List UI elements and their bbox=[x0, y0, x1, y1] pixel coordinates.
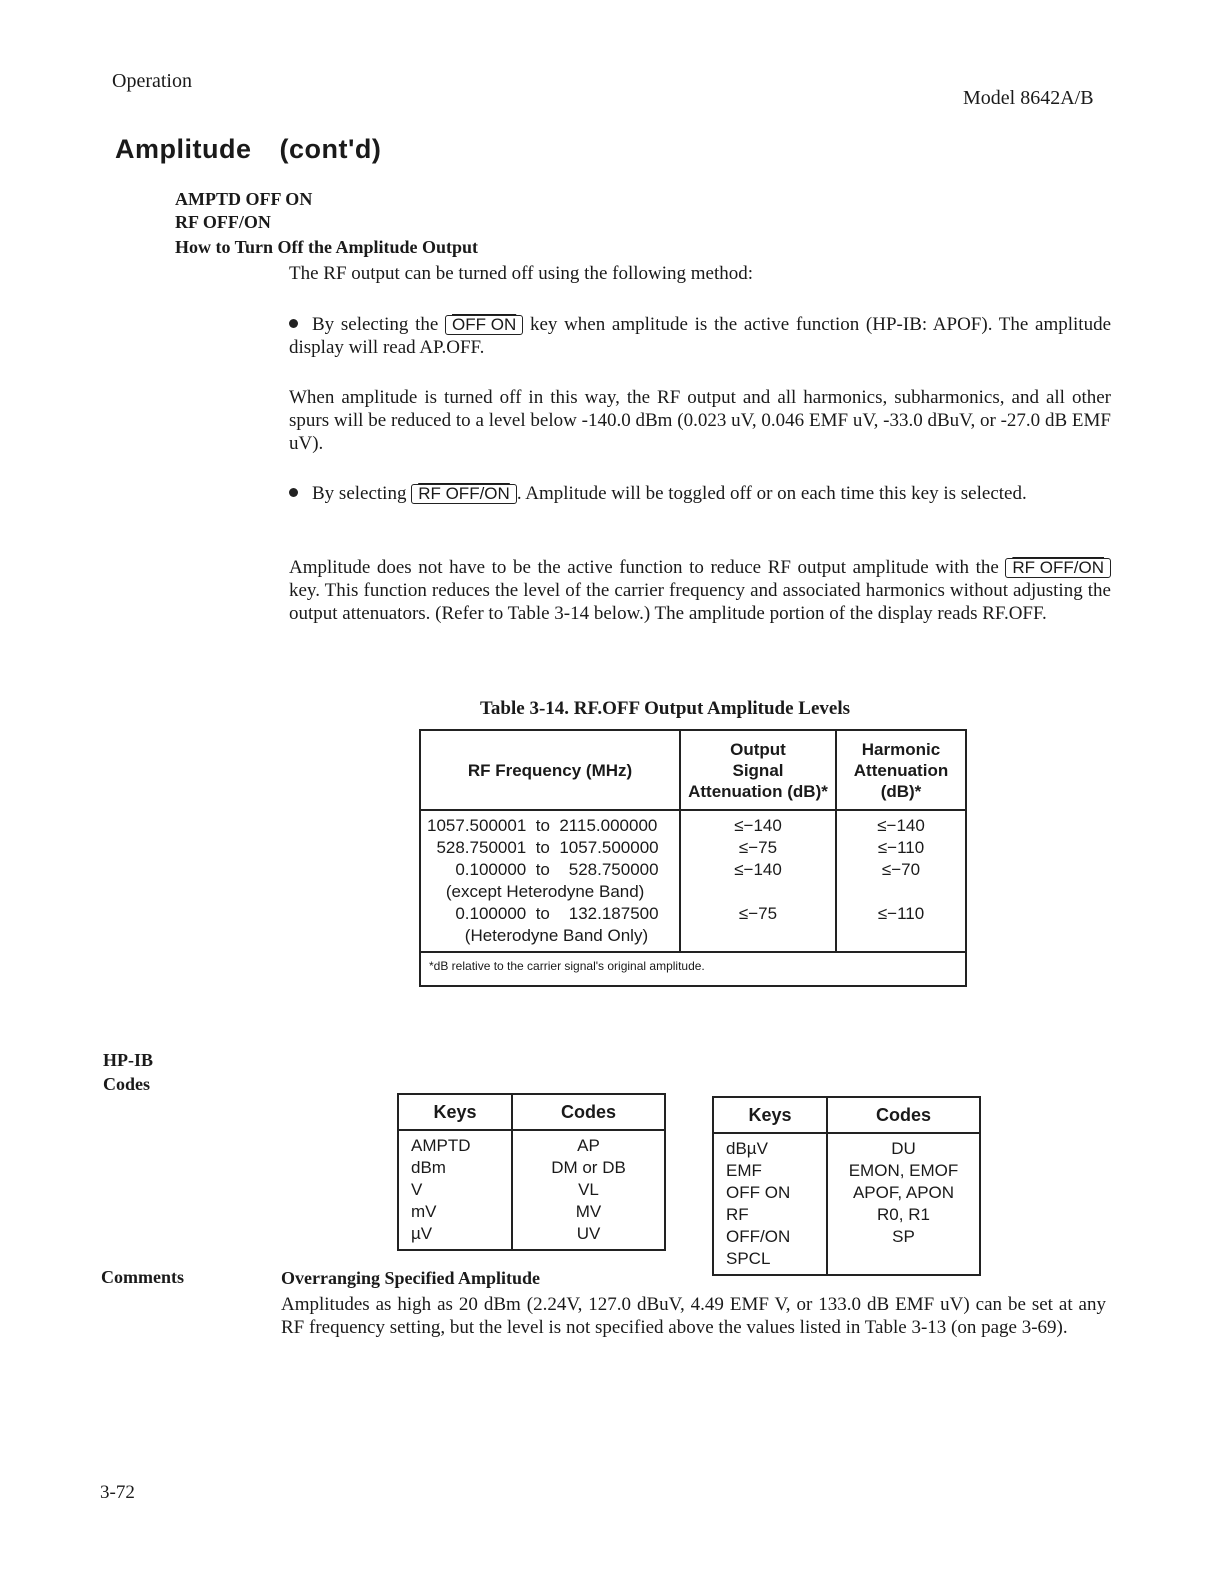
rf-off-paragraph-pre: Amplitude does not have to be the active function to reduce RF output amplitude with the bbox=[289, 557, 999, 578]
list-item: DU bbox=[891, 1139, 916, 1158]
list-item: OFF ON bbox=[726, 1183, 791, 1202]
list-item: dBµV bbox=[726, 1139, 768, 1158]
bullet-rf-off-on bbox=[289, 482, 1111, 505]
subhead-rf-off-on: RF OFF/ON bbox=[175, 212, 271, 232]
subhead-amptd-off-on: AMPTD OFF ON bbox=[175, 189, 313, 209]
rf-off-on-keycap: RF OFF/ON bbox=[411, 484, 517, 504]
table-row: 0.100000 to 528.750000 bbox=[427, 860, 659, 879]
header-line: (dB)* bbox=[880, 781, 922, 801]
table-row: ≤−70 bbox=[881, 860, 921, 879]
list-item: dBm bbox=[411, 1158, 446, 1177]
keys-cell bbox=[713, 1133, 827, 1275]
col-header-keys: Keys bbox=[713, 1097, 827, 1133]
bullet-icon bbox=[289, 319, 298, 328]
comments-label: Comments bbox=[101, 1267, 184, 1287]
signal-attenuation-cell bbox=[680, 810, 836, 952]
table-3-14 bbox=[419, 729, 967, 987]
hpib-label: HP-IB bbox=[103, 1050, 154, 1070]
list-item: R0, R1 bbox=[877, 1205, 930, 1224]
table-row: ≤−75 bbox=[738, 904, 778, 923]
bullet-rf-off-on-post: . Amplitude will be toggled off or on each time this key is selected. bbox=[516, 483, 1027, 504]
header-line: Output bbox=[730, 739, 786, 759]
comments-text: Amplitudes as high as 20 dBm (2.24V, 127.0 dBuV, 4.49 EMF V, or 133.0 dB EMF uV) can be set at any RF frequency setting, but the level is not specified above the values listed in Table 3-13 (on page 3-69). bbox=[281, 1294, 1106, 1338]
list-item: mV bbox=[411, 1202, 437, 1221]
table-row: ≤−140 bbox=[877, 816, 925, 835]
table-row: 1057.500001 to 2115.000000 bbox=[427, 816, 658, 835]
codes-label: Codes bbox=[103, 1074, 151, 1094]
table-row: ≤−110 bbox=[877, 838, 925, 857]
spurs-paragraph: When amplitude is turned off in this way, the RF output and all harmonics, subharmonics, and all other spurs will be reduced to a level below -140.0 dBm (0.023 uV, 0.046 EMF uV, -33.0 dBuV, or -27.0 dB EMF uV). bbox=[289, 387, 1111, 454]
header-line: Signal bbox=[732, 760, 784, 780]
codes-cell bbox=[512, 1130, 665, 1250]
col-header-keys: Keys bbox=[398, 1094, 512, 1130]
section-title bbox=[115, 134, 381, 165]
bullet-off-on bbox=[289, 313, 1111, 359]
codes-cell bbox=[827, 1133, 980, 1275]
list-item: SPCL bbox=[726, 1249, 771, 1268]
table-row bbox=[843, 881, 959, 903]
hpib-codes-table-right bbox=[712, 1096, 981, 1276]
header-model: Model 8642A/B bbox=[963, 87, 1094, 109]
rf-off-paragraph-post: key. This function reduces the level of the carrier frequency and associated harmonics without adjusting the output attenuators. (Refer to Table 3-14 below.) The amplitude portion of the display reads RF.OFF. bbox=[289, 580, 1111, 624]
rf-frequency-cell bbox=[420, 810, 680, 952]
list-item: DM or DB bbox=[551, 1158, 626, 1177]
bullet-icon bbox=[289, 488, 298, 497]
list-item: V bbox=[411, 1180, 423, 1199]
list-item: SP bbox=[892, 1227, 915, 1246]
list-item: UV bbox=[576, 1224, 601, 1243]
table-row: ≤−140 bbox=[734, 860, 782, 879]
comments-title: Overranging Specified Amplitude bbox=[281, 1268, 541, 1288]
table-row: 528.750001 to 1057.500000 bbox=[427, 838, 659, 857]
rf-off-paragraph bbox=[289, 556, 1111, 625]
list-item: AMPTD bbox=[411, 1136, 471, 1155]
section-title-suffix: (cont'd) bbox=[279, 134, 382, 164]
table-row: ≤−110 bbox=[877, 904, 925, 923]
table-row: (except Heterodyne Band) bbox=[427, 882, 645, 901]
col-header-codes: Codes bbox=[827, 1097, 980, 1133]
table-row: (Heterodyne Band Only) bbox=[427, 926, 649, 945]
off-on-keycap: OFF ON bbox=[445, 315, 523, 335]
subhead-how-to-turn-off: How to Turn Off the Amplitude Output bbox=[175, 237, 479, 257]
hpib-codes-table-left bbox=[397, 1093, 666, 1251]
table-row: 0.100000 to 132.187500 bbox=[427, 904, 659, 923]
list-item: EMON, EMOF bbox=[848, 1161, 959, 1180]
table-3-14-caption: Table 3-14. RF.OFF Output Amplitude Levels bbox=[480, 698, 851, 719]
header-line: Harmonic bbox=[861, 739, 941, 759]
table-row bbox=[687, 925, 829, 947]
col-header-rf-frequency: RF Frequency (MHz) bbox=[420, 730, 680, 810]
harmonic-attenuation-cell bbox=[836, 810, 966, 952]
table-footnote: *dB relative to the carrier signal's original amplitude. bbox=[420, 952, 966, 986]
header-section-label: Operation bbox=[112, 70, 192, 92]
table-row: ≤−75 bbox=[738, 838, 778, 857]
col-header-output-signal-attenuation bbox=[680, 730, 836, 810]
col-header-codes: Codes bbox=[512, 1094, 665, 1130]
list-item: MV bbox=[575, 1202, 602, 1221]
bullet-off-on-post: key when amplitude is the active function (HP-IB: APOF). The amplitude display will read AP.OFF. bbox=[289, 314, 1112, 358]
bullet-rf-off-on-pre: By selecting bbox=[312, 483, 407, 504]
keys-cell bbox=[398, 1130, 512, 1250]
table-row: ≤−140 bbox=[734, 816, 782, 835]
table-row bbox=[843, 925, 959, 947]
list-item: EMF bbox=[726, 1161, 762, 1180]
col-header-harmonic-attenuation bbox=[836, 730, 966, 810]
list-item: RF OFF/ON bbox=[726, 1205, 791, 1246]
section-title-main: Amplitude bbox=[115, 134, 252, 164]
rf-off-on-keycap: RF OFF/ON bbox=[1005, 558, 1111, 578]
list-item: AP bbox=[577, 1136, 600, 1155]
bullet-off-on-pre: By selecting the bbox=[312, 314, 439, 335]
intro-paragraph: The RF output can be turned off using the following method: bbox=[289, 263, 754, 284]
table-row bbox=[687, 881, 829, 903]
header-line: Attenuation (dB)* bbox=[688, 781, 828, 801]
page-number: 3-72 bbox=[100, 1482, 135, 1503]
list-item: µV bbox=[411, 1224, 433, 1243]
list-item: VL bbox=[578, 1180, 599, 1199]
list-item: APOF, APON bbox=[852, 1183, 955, 1202]
header-line: Attenuation bbox=[853, 760, 949, 780]
